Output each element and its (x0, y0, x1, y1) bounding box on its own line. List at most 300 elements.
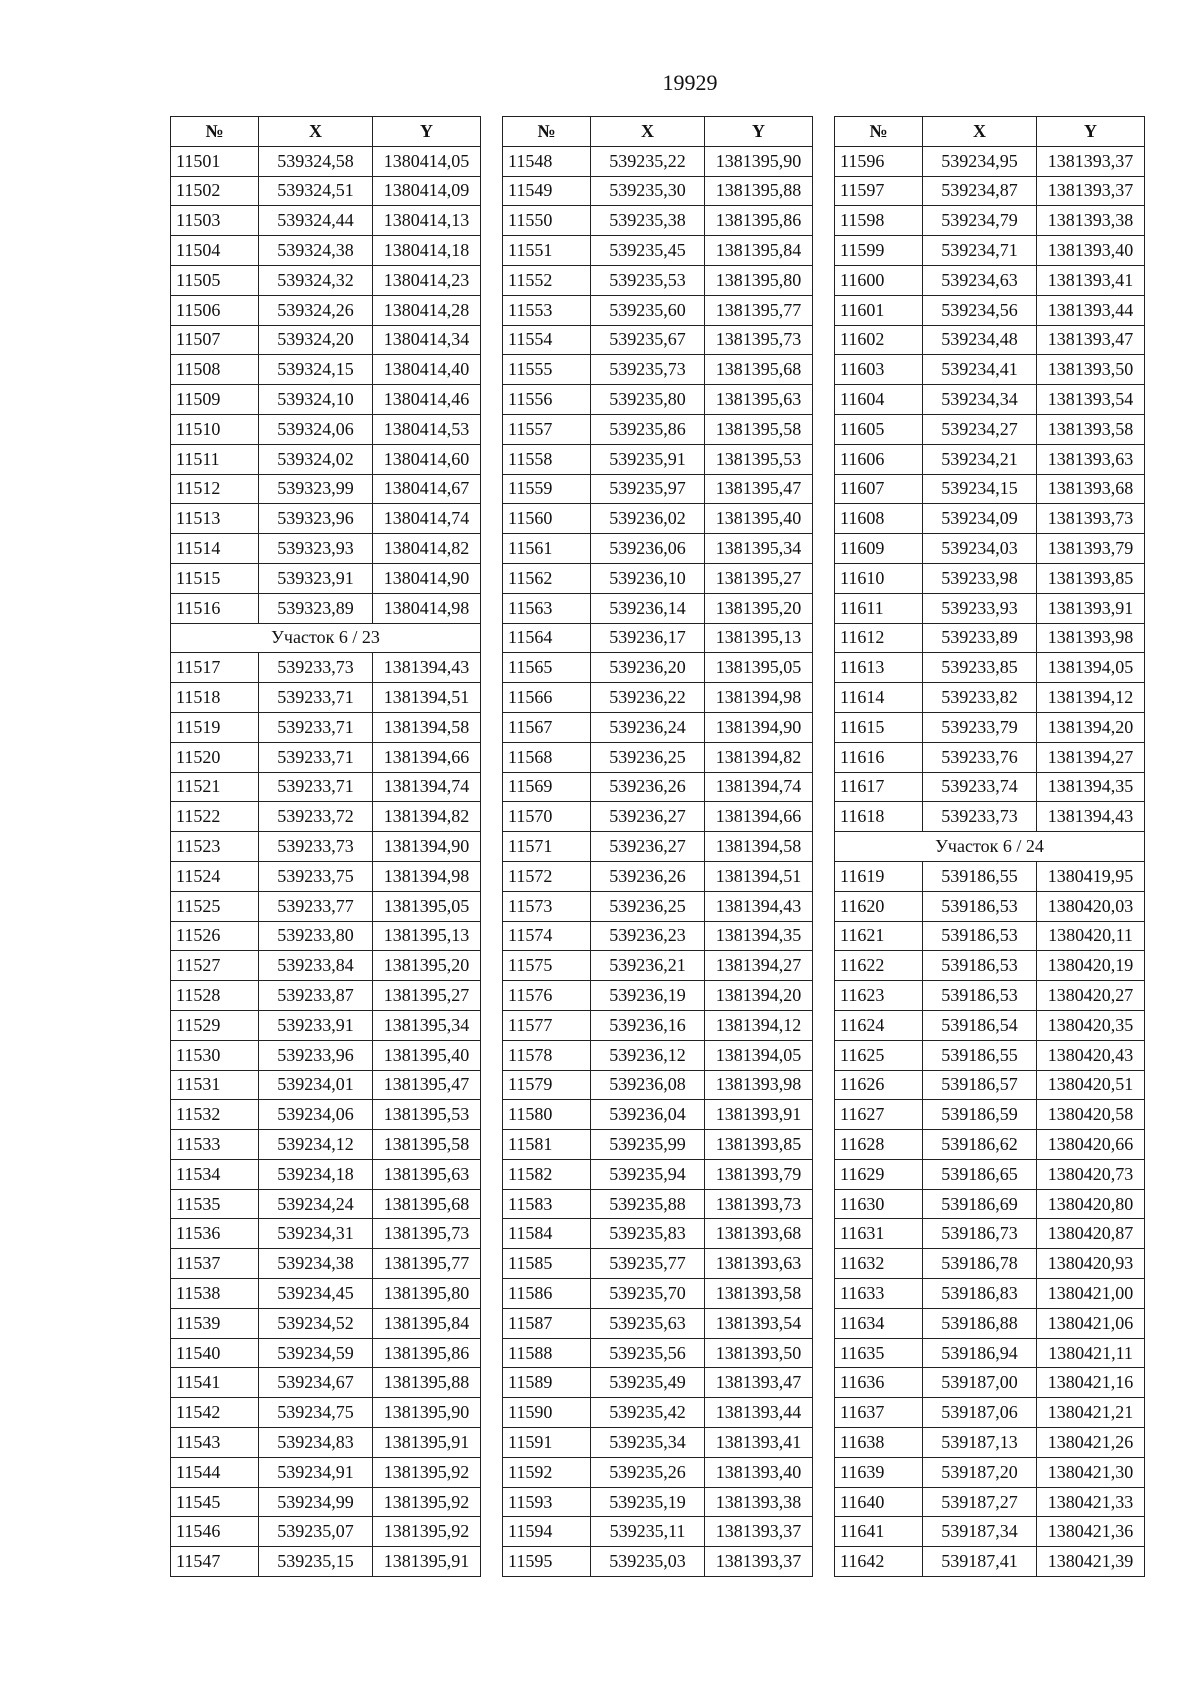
point-number: 11602 (835, 325, 923, 355)
x-coordinate: 539234,91 (259, 1457, 373, 1487)
y-coordinate: 1381393,98 (705, 1070, 813, 1100)
x-coordinate: 539236,19 (591, 981, 705, 1011)
x-coordinate: 539186,54 (923, 1010, 1037, 1040)
point-number: 11614 (835, 683, 923, 713)
table-row (835, 265, 1145, 295)
y-coordinate: 1381394,90 (705, 712, 813, 742)
table-row (503, 861, 813, 891)
y-coordinate: 1381393,68 (1037, 474, 1145, 504)
point-number: 11580 (503, 1100, 591, 1130)
x-coordinate: 539323,93 (259, 534, 373, 564)
table-row (835, 444, 1145, 474)
x-coordinate: 539236,17 (591, 623, 705, 653)
x-coordinate: 539235,15 (259, 1547, 373, 1577)
table-row (171, 1070, 481, 1100)
x-coordinate: 539235,88 (591, 1189, 705, 1219)
table-row (171, 1100, 481, 1130)
x-coordinate: 539187,13 (923, 1428, 1037, 1458)
x-coordinate: 539186,53 (923, 891, 1037, 921)
x-coordinate: 539233,72 (259, 802, 373, 832)
y-coordinate: 1381395,34 (373, 1010, 481, 1040)
table-header-row (503, 117, 813, 147)
y-coordinate: 1381394,90 (373, 832, 481, 862)
y-coordinate: 1380421,16 (1037, 1368, 1145, 1398)
point-number: 11533 (171, 1130, 259, 1160)
table-row (503, 355, 813, 385)
y-coordinate: 1381394,82 (373, 802, 481, 832)
table-row (503, 1487, 813, 1517)
point-number: 11639 (835, 1457, 923, 1487)
table-row (503, 802, 813, 832)
y-coordinate: 1381393,58 (1037, 414, 1145, 444)
y-coordinate: 1381393,41 (705, 1428, 813, 1458)
y-coordinate: 1380421,39 (1037, 1547, 1145, 1577)
x-coordinate: 539234,71 (923, 236, 1037, 266)
y-coordinate: 1381394,35 (1037, 772, 1145, 802)
y-coordinate: 1381395,40 (705, 504, 813, 534)
table-row (503, 653, 813, 683)
point-number: 11562 (503, 563, 591, 593)
y-coordinate: 1381395,63 (373, 1159, 481, 1189)
table-row (835, 1487, 1145, 1517)
table-row (503, 146, 813, 176)
y-coordinate: 1381393,37 (1037, 176, 1145, 206)
x-coordinate: 539236,26 (591, 861, 705, 891)
point-number: 11552 (503, 265, 591, 295)
header-x: X (259, 117, 373, 147)
table-row (503, 534, 813, 564)
table-row (503, 1517, 813, 1547)
table-row (835, 1398, 1145, 1428)
table-row (171, 1249, 481, 1279)
x-coordinate: 539186,69 (923, 1189, 1037, 1219)
point-number: 11534 (171, 1159, 259, 1189)
point-number: 11598 (835, 206, 923, 236)
point-number: 11588 (503, 1338, 591, 1368)
y-coordinate: 1381393,38 (705, 1487, 813, 1517)
table-row (835, 385, 1145, 415)
point-number: 11638 (835, 1428, 923, 1458)
point-number: 11596 (835, 146, 923, 176)
table-row (171, 1487, 481, 1517)
y-coordinate: 1380420,58 (1037, 1100, 1145, 1130)
y-coordinate: 1380421,21 (1037, 1398, 1145, 1428)
x-coordinate: 539234,12 (259, 1130, 373, 1160)
table-row (171, 1010, 481, 1040)
table-row (171, 1130, 481, 1160)
y-coordinate: 1381395,05 (373, 891, 481, 921)
x-coordinate: 539233,73 (259, 653, 373, 683)
y-coordinate: 1381395,77 (373, 1249, 481, 1279)
point-number: 11543 (171, 1428, 259, 1458)
point-number: 11630 (835, 1189, 923, 1219)
table-row (171, 385, 481, 415)
point-number: 11587 (503, 1308, 591, 1338)
y-coordinate: 1381395,73 (705, 325, 813, 355)
point-number: 11573 (503, 891, 591, 921)
point-number: 11549 (503, 176, 591, 206)
point-number: 11606 (835, 444, 923, 474)
y-coordinate: 1381395,91 (373, 1547, 481, 1577)
table-row (503, 474, 813, 504)
y-coordinate: 1381395,80 (373, 1279, 481, 1309)
point-number: 11618 (835, 802, 923, 832)
y-coordinate: 1381395,47 (705, 474, 813, 504)
x-coordinate: 539186,53 (923, 921, 1037, 951)
point-number: 11568 (503, 742, 591, 772)
y-coordinate: 1381393,91 (1037, 593, 1145, 623)
table-row (171, 206, 481, 236)
point-number: 11558 (503, 444, 591, 474)
y-coordinate: 1381395,68 (705, 355, 813, 385)
table-row (503, 1219, 813, 1249)
x-coordinate: 539234,45 (259, 1279, 373, 1309)
table-row (171, 1517, 481, 1547)
x-coordinate: 539186,88 (923, 1308, 1037, 1338)
point-number: 11600 (835, 265, 923, 295)
y-coordinate: 1380421,00 (1037, 1279, 1145, 1309)
point-number: 11565 (503, 653, 591, 683)
x-coordinate: 539186,83 (923, 1279, 1037, 1309)
table-row (171, 1398, 481, 1428)
header-x: X (591, 117, 705, 147)
x-coordinate: 539236,10 (591, 563, 705, 593)
x-coordinate: 539236,16 (591, 1010, 705, 1040)
x-coordinate: 539234,52 (259, 1308, 373, 1338)
point-number: 11566 (503, 683, 591, 713)
x-coordinate: 539186,62 (923, 1130, 1037, 1160)
table-row (835, 534, 1145, 564)
point-number: 11578 (503, 1040, 591, 1070)
table-row (503, 951, 813, 981)
y-coordinate: 1381395,77 (705, 295, 813, 325)
point-number: 11613 (835, 653, 923, 683)
point-number: 11620 (835, 891, 923, 921)
y-coordinate: 1381395,20 (373, 951, 481, 981)
point-number: 11511 (171, 444, 259, 474)
section-title: Участок 6 / 23 (171, 623, 481, 653)
point-number: 11540 (171, 1338, 259, 1368)
y-coordinate: 1381394,43 (705, 891, 813, 921)
point-number: 11548 (503, 146, 591, 176)
y-coordinate: 1380420,03 (1037, 891, 1145, 921)
table-row (171, 653, 481, 683)
point-number: 11527 (171, 951, 259, 981)
y-coordinate: 1380414,23 (373, 265, 481, 295)
x-coordinate: 539233,89 (923, 623, 1037, 653)
table-row (171, 1219, 481, 1249)
y-coordinate: 1381394,66 (373, 742, 481, 772)
x-coordinate: 539234,95 (923, 146, 1037, 176)
y-coordinate: 1381393,37 (705, 1517, 813, 1547)
x-coordinate: 539187,34 (923, 1517, 1037, 1547)
table-row (835, 772, 1145, 802)
x-coordinate: 539236,23 (591, 921, 705, 951)
point-number: 11634 (835, 1308, 923, 1338)
x-coordinate: 539324,02 (259, 444, 373, 474)
x-coordinate: 539236,06 (591, 534, 705, 564)
x-coordinate: 539236,20 (591, 653, 705, 683)
table-row (503, 1189, 813, 1219)
y-coordinate: 1381394,20 (1037, 712, 1145, 742)
y-coordinate: 1380421,30 (1037, 1457, 1145, 1487)
x-coordinate: 539186,94 (923, 1338, 1037, 1368)
point-number: 11627 (835, 1100, 923, 1130)
y-coordinate: 1381395,86 (373, 1338, 481, 1368)
section-row (835, 832, 1145, 862)
x-coordinate: 539236,25 (591, 891, 705, 921)
y-coordinate: 1381394,05 (705, 1040, 813, 1070)
y-coordinate: 1381395,88 (705, 176, 813, 206)
y-coordinate: 1381394,98 (705, 683, 813, 713)
x-coordinate: 539187,00 (923, 1368, 1037, 1398)
y-coordinate: 1381393,73 (1037, 504, 1145, 534)
point-number: 11538 (171, 1279, 259, 1309)
x-coordinate: 539233,75 (259, 861, 373, 891)
y-coordinate: 1380414,98 (373, 593, 481, 623)
point-number: 11584 (503, 1219, 591, 1249)
table-row (171, 1040, 481, 1070)
table-row (503, 563, 813, 593)
x-coordinate: 539235,94 (591, 1159, 705, 1189)
y-coordinate: 1380414,82 (373, 534, 481, 564)
point-number: 11542 (171, 1398, 259, 1428)
point-number: 11607 (835, 474, 923, 504)
table-row (503, 414, 813, 444)
y-coordinate: 1381395,92 (373, 1457, 481, 1487)
y-coordinate: 1381393,63 (1037, 444, 1145, 474)
point-number: 11559 (503, 474, 591, 504)
point-number: 11611 (835, 593, 923, 623)
y-coordinate: 1380420,51 (1037, 1070, 1145, 1100)
table-row (503, 265, 813, 295)
x-coordinate: 539235,26 (591, 1457, 705, 1487)
point-number: 11513 (171, 504, 259, 534)
x-coordinate: 539186,55 (923, 1040, 1037, 1070)
y-coordinate: 1381395,68 (373, 1189, 481, 1219)
table-row (171, 236, 481, 266)
table-row (171, 802, 481, 832)
y-coordinate: 1381393,47 (1037, 325, 1145, 355)
point-number: 11532 (171, 1100, 259, 1130)
x-coordinate: 539234,87 (923, 176, 1037, 206)
point-number: 11520 (171, 742, 259, 772)
table-row (835, 742, 1145, 772)
y-coordinate: 1381395,91 (373, 1428, 481, 1458)
header-number: № (171, 117, 259, 147)
point-number: 11592 (503, 1457, 591, 1487)
table-row (503, 891, 813, 921)
y-coordinate: 1380414,09 (373, 176, 481, 206)
y-coordinate: 1380420,35 (1037, 1010, 1145, 1040)
y-coordinate: 1380414,18 (373, 236, 481, 266)
x-coordinate: 539236,24 (591, 712, 705, 742)
x-coordinate: 539233,71 (259, 712, 373, 742)
table-row (171, 474, 481, 504)
table-row (503, 1428, 813, 1458)
point-number: 11615 (835, 712, 923, 742)
x-coordinate: 539235,83 (591, 1219, 705, 1249)
y-coordinate: 1381393,50 (705, 1338, 813, 1368)
y-coordinate: 1381394,12 (705, 1010, 813, 1040)
table-row (503, 1100, 813, 1130)
x-coordinate: 539234,18 (259, 1159, 373, 1189)
table-row (503, 176, 813, 206)
table-row (171, 265, 481, 295)
table-row (171, 1457, 481, 1487)
y-coordinate: 1380421,26 (1037, 1428, 1145, 1458)
y-coordinate: 1380414,46 (373, 385, 481, 415)
y-coordinate: 1381395,58 (705, 414, 813, 444)
table-row (171, 712, 481, 742)
y-coordinate: 1380414,34 (373, 325, 481, 355)
table-row (835, 1428, 1145, 1458)
table-row (835, 1368, 1145, 1398)
y-coordinate: 1381395,53 (705, 444, 813, 474)
point-number: 11503 (171, 206, 259, 236)
x-coordinate: 539236,25 (591, 742, 705, 772)
point-number: 11501 (171, 146, 259, 176)
x-coordinate: 539235,80 (591, 385, 705, 415)
x-coordinate: 539235,56 (591, 1338, 705, 1368)
table-row (835, 683, 1145, 713)
table-row (171, 444, 481, 474)
y-coordinate: 1381394,74 (705, 772, 813, 802)
point-number: 11624 (835, 1010, 923, 1040)
table-row (171, 355, 481, 385)
coordinates-table-1 (170, 116, 481, 1577)
y-coordinate: 1380420,73 (1037, 1159, 1145, 1189)
x-coordinate: 539186,57 (923, 1070, 1037, 1100)
y-coordinate: 1380421,11 (1037, 1338, 1145, 1368)
table-row (835, 951, 1145, 981)
point-number: 11632 (835, 1249, 923, 1279)
table-row (503, 1547, 813, 1577)
table-row (835, 861, 1145, 891)
y-coordinate: 1381395,63 (705, 385, 813, 415)
x-coordinate: 539233,80 (259, 921, 373, 951)
point-number: 11516 (171, 593, 259, 623)
y-coordinate: 1381394,98 (373, 861, 481, 891)
y-coordinate: 1380414,40 (373, 355, 481, 385)
point-number: 11609 (835, 534, 923, 564)
table-row (503, 742, 813, 772)
table-row (835, 1010, 1145, 1040)
section-title: Участок 6 / 24 (835, 832, 1145, 862)
x-coordinate: 539234,59 (259, 1338, 373, 1368)
point-number: 11506 (171, 295, 259, 325)
y-coordinate: 1380420,11 (1037, 921, 1145, 951)
x-coordinate: 539235,77 (591, 1249, 705, 1279)
point-number: 11572 (503, 861, 591, 891)
x-coordinate: 539324,15 (259, 355, 373, 385)
point-number: 11569 (503, 772, 591, 802)
y-coordinate: 1381395,27 (705, 563, 813, 593)
table-row (835, 563, 1145, 593)
y-coordinate: 1381393,40 (1037, 236, 1145, 266)
y-coordinate: 1381395,90 (373, 1398, 481, 1428)
table-row (835, 1547, 1145, 1577)
y-coordinate: 1381393,44 (1037, 295, 1145, 325)
point-number: 11635 (835, 1338, 923, 1368)
y-coordinate: 1381395,92 (373, 1517, 481, 1547)
table-row (171, 861, 481, 891)
table-row (503, 623, 813, 653)
point-number: 11530 (171, 1040, 259, 1070)
point-number: 11556 (503, 385, 591, 415)
table-row (171, 504, 481, 534)
point-number: 11567 (503, 712, 591, 742)
x-coordinate: 539236,02 (591, 504, 705, 534)
y-coordinate: 1381395,40 (373, 1040, 481, 1070)
table-row (503, 385, 813, 415)
table-row (503, 236, 813, 266)
table-row (835, 981, 1145, 1011)
point-number: 11582 (503, 1159, 591, 1189)
point-number: 11603 (835, 355, 923, 385)
x-coordinate: 539234,24 (259, 1189, 373, 1219)
table-row (171, 1547, 481, 1577)
x-coordinate: 539235,03 (591, 1547, 705, 1577)
y-coordinate: 1381394,82 (705, 742, 813, 772)
point-number: 11622 (835, 951, 923, 981)
point-number: 11575 (503, 951, 591, 981)
x-coordinate: 539324,26 (259, 295, 373, 325)
point-number: 11546 (171, 1517, 259, 1547)
table-row (171, 891, 481, 921)
x-coordinate: 539186,53 (923, 951, 1037, 981)
x-coordinate: 539324,44 (259, 206, 373, 236)
point-number: 11629 (835, 1159, 923, 1189)
table-row (835, 1338, 1145, 1368)
table-row (171, 176, 481, 206)
x-coordinate: 539235,49 (591, 1368, 705, 1398)
table-row (171, 1279, 481, 1309)
table-row (835, 623, 1145, 653)
table-row (171, 534, 481, 564)
table-row (171, 146, 481, 176)
x-coordinate: 539233,82 (923, 683, 1037, 713)
y-coordinate: 1381393,41 (1037, 265, 1145, 295)
x-coordinate: 539236,22 (591, 683, 705, 713)
table-row (835, 1100, 1145, 1130)
point-number: 11529 (171, 1010, 259, 1040)
point-number: 11528 (171, 981, 259, 1011)
x-coordinate: 539235,60 (591, 295, 705, 325)
table-row (503, 295, 813, 325)
table-row (835, 325, 1145, 355)
x-coordinate: 539324,51 (259, 176, 373, 206)
x-coordinate: 539235,63 (591, 1308, 705, 1338)
y-coordinate: 1381394,27 (705, 951, 813, 981)
point-number: 11589 (503, 1368, 591, 1398)
y-coordinate: 1380414,60 (373, 444, 481, 474)
x-coordinate: 539235,45 (591, 236, 705, 266)
x-coordinate: 539236,21 (591, 951, 705, 981)
y-coordinate: 1381393,91 (705, 1100, 813, 1130)
y-coordinate: 1381394,58 (373, 712, 481, 742)
x-coordinate: 539235,38 (591, 206, 705, 236)
point-number: 11536 (171, 1219, 259, 1249)
y-coordinate: 1381393,85 (705, 1130, 813, 1160)
point-number: 11555 (503, 355, 591, 385)
point-number: 11522 (171, 802, 259, 832)
y-coordinate: 1381395,27 (373, 981, 481, 1011)
x-coordinate: 539235,19 (591, 1487, 705, 1517)
header-number: № (503, 117, 591, 147)
point-number: 11531 (171, 1070, 259, 1100)
table-row (835, 414, 1145, 444)
